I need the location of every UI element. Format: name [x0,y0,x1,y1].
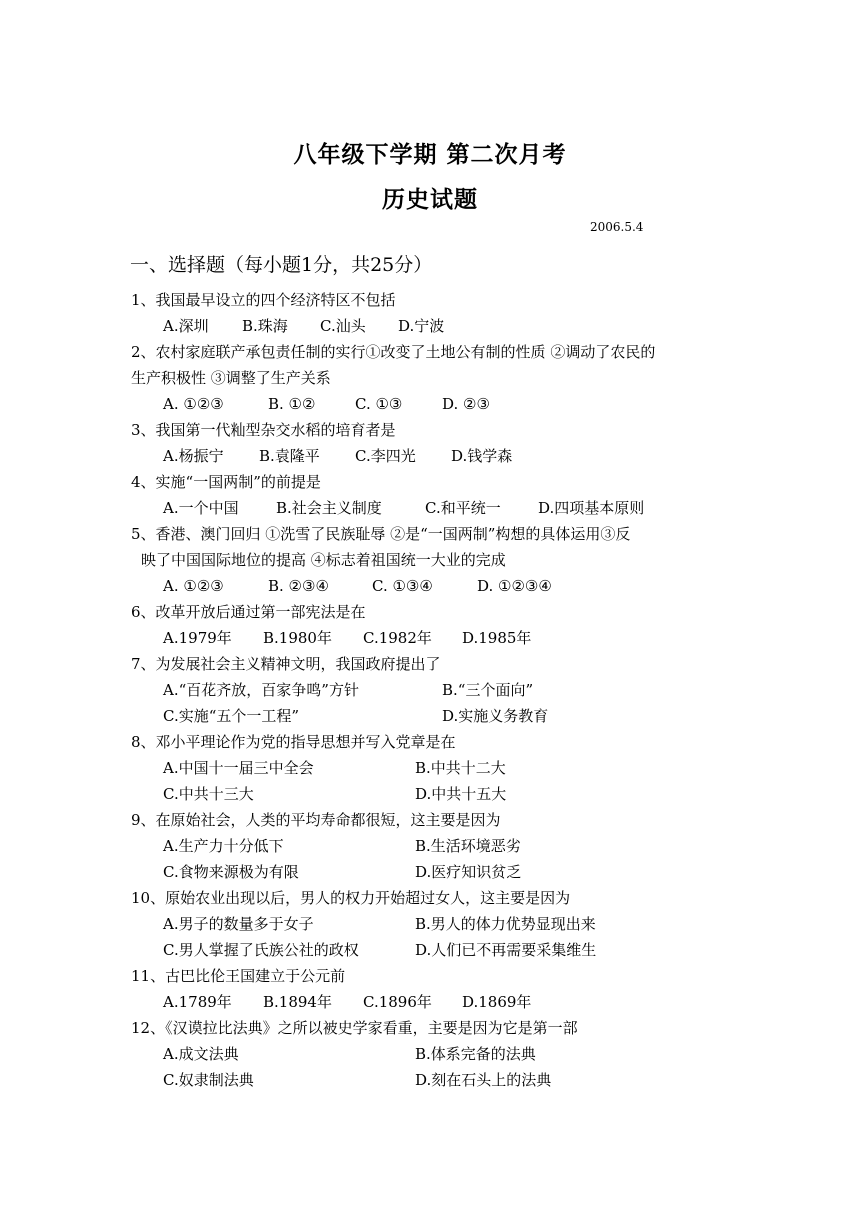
q10-option-c: C.男人掌握了氏族公社的政权 [163,941,359,959]
question-5: 5、香港、澳门回归 ①洗雪了民族耻辱 ②是“一国两制”构想的具体运用③反 [131,525,631,543]
q1-option-c: C.汕头 [320,317,366,335]
q9-option-c: C.食物来源极为有限 [163,863,299,881]
q8-option-a: A.中国十一届三中全会 [163,759,314,777]
q2-option-a: A. ①②③ [163,395,224,413]
question-2: 2、农村家庭联产承包责任制的实行①改变了土地公有制的性质 ②调动了农民的 [131,343,656,361]
question-5-cont: 映了中国国际地位的提高 ④标志着祖国统一大业的完成 [141,551,506,569]
q9-option-a: A.生产力十分低下 [163,837,284,855]
q8-option-d: D.中共十五大 [415,785,507,803]
q12-option-a: A.成文法典 [163,1045,239,1063]
question-3: 3、我国第一代籼型杂交水稻的培育者是 [131,421,396,439]
q5-option-d: D. ①②③④ [477,577,552,595]
q2-option-c: C. ①③ [355,395,403,413]
q12-option-d: D.刻在石头上的法典 [415,1071,552,1089]
q3-option-d: D.钱学森 [451,447,513,465]
q5-option-a: A. ①②③ [163,577,224,595]
page-title: 八年级下学期 第二次月考 [293,141,567,168]
q3-option-b: B.袁隆平 [259,447,320,465]
q12-option-c: C.奴隶制法典 [163,1071,254,1089]
question-7: 7、为发展社会主义精神文明，我国政府提出了 [131,655,441,673]
q8-option-c: C.中共十三大 [163,785,254,803]
q1-option-d: D.宁波 [398,317,445,335]
q2-option-b: B. ①② [268,395,316,413]
q6-option-d: D.1985年 [462,629,532,647]
q4-option-b: B.社会主义制度 [276,499,382,517]
q7-option-a: A.“百花齐放，百家争鸣”方针 [163,681,359,699]
q10-option-a: A.男子的数量多于女子 [163,915,314,933]
q11-option-d: D.1869年 [462,993,532,1011]
question-12: 12、《汉谟拉比法典》之所以被史学家看重，主要是因为它是第一部 [131,1019,578,1037]
q5-option-c: C. ①③④ [372,577,433,595]
q3-option-a: A.杨振宁 [163,447,224,465]
q9-option-d: D.医疗知识贫乏 [415,863,522,881]
q8-option-b: B.中共十二大 [415,759,506,777]
question-10: 10、原始农业出现以后，男人的权力开始超过女人，这主要是因为 [131,889,571,907]
q7-option-d: D.实施义务教育 [442,707,549,725]
question-9: 9、在原始社会，人类的平均寿命都很短，这主要是因为 [131,811,501,829]
q9-option-b: B.生活环境恶劣 [415,837,521,855]
question-11: 11、古巴比伦王国建立于公元前 [131,967,346,985]
question-2-cont: 生产积极性 ③调整了生产关系 [131,369,331,387]
q4-option-a: A.一个中国 [163,499,239,517]
page-subtitle: 历史试题 [382,186,478,213]
exam-date: 2006.5.4 [590,220,644,234]
q5-option-b: B. ②③④ [268,577,329,595]
q1-option-a: A.深圳 [163,317,209,335]
q11-option-b: B.1894年 [263,993,332,1011]
q12-option-b: B.体系完备的法典 [415,1045,536,1063]
q6-option-b: B.1980年 [263,629,332,647]
q2-option-d: D. ②③ [442,395,490,413]
q6-option-a: A.1979年 [163,629,232,647]
q4-option-c: C.和平统一 [425,499,501,517]
q11-option-c: C.1896年 [363,993,432,1011]
section-heading: 一、选择题（每小题1分，共25分） [130,254,433,276]
q7-option-c: C.实施“五个一工程” [163,707,300,725]
q10-option-b: B.男人的体力优势显现出来 [415,915,596,933]
q1-option-b: B.珠海 [242,317,288,335]
question-8: 8、邓小平理论作为党的指导思想并写入党章是在 [131,733,456,751]
question-4: 4、实施“一国两制”的前提是 [131,473,321,491]
q11-option-a: A.1789年 [163,993,232,1011]
question-1: 1、我国最早设立的四个经济特区不包括 [131,291,396,309]
q7-option-b: B.“三个面向” [442,681,534,699]
q4-option-d: D.四项基本原则 [538,499,645,517]
q3-option-c: C.李四光 [355,447,416,465]
q10-option-d: D.人们已不再需要采集维生 [415,941,597,959]
question-6: 6、改革开放后通过第一部宪法是在 [131,603,366,621]
q6-option-c: C.1982年 [363,629,432,647]
